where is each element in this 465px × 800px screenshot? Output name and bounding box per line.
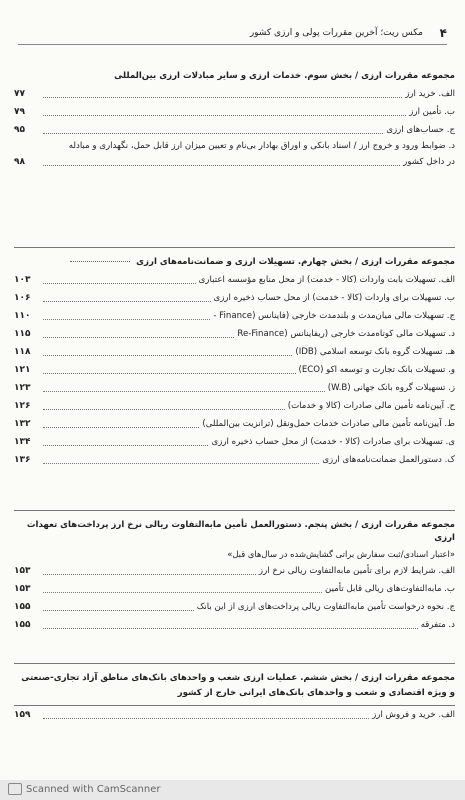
toc-entry[interactable]: ح. آیین‌نامه تأمین مالی صادرات (کالا و خدمات) ۱۲۶ (14, 401, 455, 411)
toc-entry[interactable]: ب. تأمین ارز ۷۹ (14, 107, 455, 117)
section-6 (14, 658, 455, 724)
toc-entry[interactable]: د. تسهیلات مالی کوتاه‌مدت خارجی (ریفاینانس (Re-Finance ۱۱۵ (14, 329, 455, 339)
running-title: مکس ریت؛ آخرین مقررات پولی و ارزی کشور (249, 28, 423, 38)
section-4 (14, 242, 455, 469)
toc-entry[interactable]: د. ضوابط ورود و خروج ارز / اسناد بانکی و اوراق بهادار بی‌نام و تعیین میزان ارز قابل حمل، نگهداری و مبادله در داخل کشور ۹۸ (14, 141, 455, 167)
page-number: ۴ (439, 26, 447, 40)
toc-entry[interactable]: ب. مابه‌التفاوت‌های ریالی قابل تأمین ۱۵۳ (14, 584, 455, 594)
toc-entry[interactable]: ز. تسهیلات گروه بانک جهانی (W.B) ۱۲۳ (14, 383, 455, 393)
toc-entry[interactable]: ک. دستورالعمل ضمانت‌نامه‌های ارزی ۱۳۶ (14, 455, 455, 465)
toc-entry[interactable]: ج. حساب‌های ارزی ۹۵ (14, 125, 455, 135)
toc-entry[interactable]: د. متفرقه ۱۵۵ (14, 620, 455, 630)
section-title: مجموعه مقررات ارزی / بخش سوم. خدمات ارزی و سایر مبادلات ارزی بین‌المللی (114, 71, 455, 81)
header-rule (18, 44, 447, 45)
section-5 (14, 505, 455, 634)
section-divider (14, 663, 455, 664)
section-title: مجموعه مقررات ارزی / بخش چهارم. تسهیلات ارزی و ضمانت‌نامه‌های ارزی (14, 256, 455, 271)
section-note: «اعتبار اسنادی/ثبت سفارش براتی گشایش‌شده در سال‌های قبل» (227, 549, 455, 559)
camera-icon (8, 783, 22, 795)
toc-entry[interactable]: الف. شرایط لازم برای تأمین مابه‌التفاوت ریالی نرخ ارز ۱۵۳ (14, 566, 455, 576)
toc-entry[interactable]: هـ. تسهیلات گروه بانک توسعه اسلامی (IDB) ۱۱۸ (14, 347, 455, 357)
section-divider (14, 247, 455, 248)
scanner-watermark: Scanned with CamScanner (0, 780, 465, 800)
toc-entry[interactable]: ط. آیین‌نامه تأمین مالی صادرات خدمات حمل‌ونقل (ترانزیت بین‌المللی) ۱۳۲ (14, 419, 455, 429)
toc-entry[interactable]: و. تسهیلات بانک تجارت و توسعه اکو (ECO) ۱۲۱ (14, 365, 455, 375)
section-title-cont: و ویژه اقتصادی و شعب و واحدهای بانک‌های ایرانی خارج از کشور (177, 688, 455, 698)
toc-entry[interactable]: الف. خرید و فروش ارز ۱۵۹ (14, 710, 455, 720)
toc-entry[interactable]: الف. تسهیلات بابت واردات (کالا - خدمت) از محل منابع مؤسسه اعتباری ۱۰۳ (14, 275, 455, 285)
toc-entry[interactable]: ج. تسهیلات مالی میان‌مدت و بلندمدت خارجی (فاینانس (Finance - ۱۱۰ (14, 311, 455, 321)
toc-entry[interactable]: ب. تسهیلات برای واردات (کالا - خدمت) از محل حساب ذخیره ارزی ۱۰۶ (14, 293, 455, 303)
section-title: مجموعه مقررات ارزی / بخش پنجم. دستورالعمل تأمین مابه‌التفاوت ریالی نرخ ارز پرداخت‌های تعهدات ارزی (26, 520, 455, 543)
toc-entry[interactable]: ج. نحوه درخواست تأمین مابه‌التفاوت ریالی پرداخت‌های ارزی از این بانک ۱۵۵ (14, 602, 455, 612)
toc-entry[interactable]: ی. تسهیلات برای صادرات (کالا - خدمت) از محل حساب ذخیره ارزی ۱۳۴ (14, 437, 455, 447)
section-3 (14, 70, 455, 171)
toc-entry[interactable]: الف. خرید ارز ۷۷ (14, 89, 455, 99)
section-title: مجموعه مقررات ارزی / بخش ششم. عملیات ارزی شعب و واحدهای بانک‌های مناطق آزاد تجاری-صنعتی (21, 673, 455, 683)
section-divider (14, 510, 455, 511)
